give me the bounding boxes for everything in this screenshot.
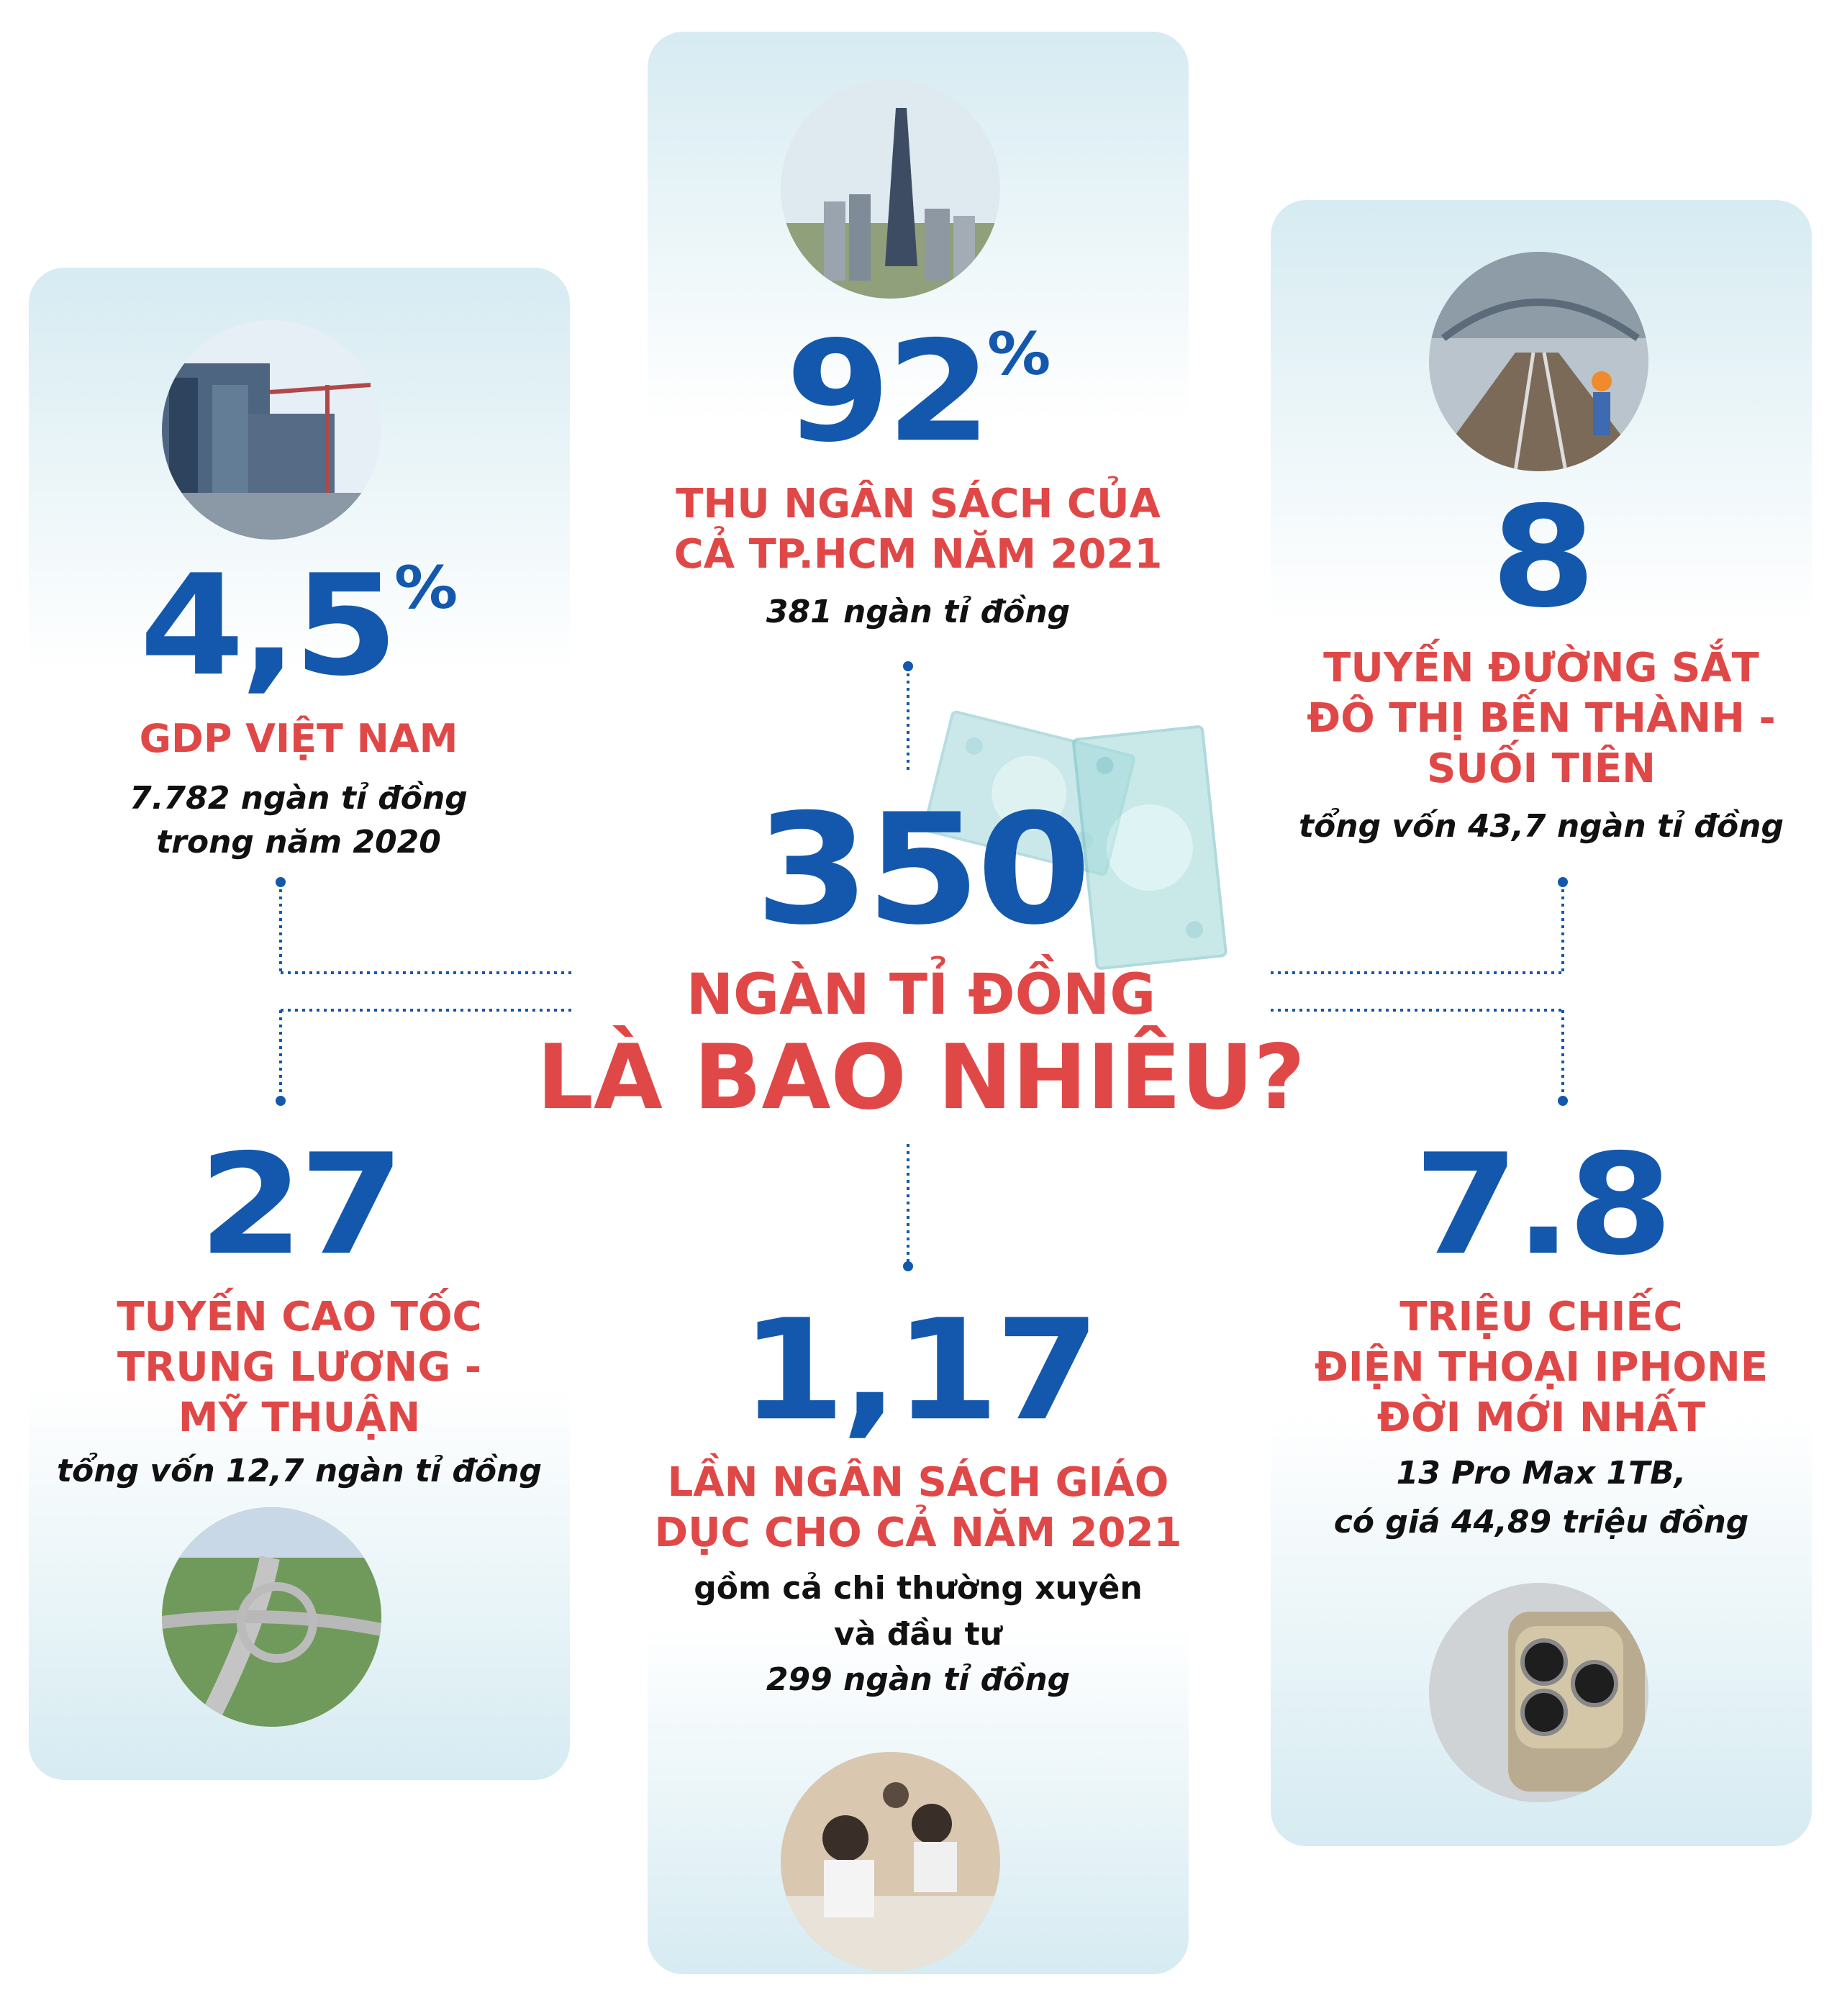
metro-title: TUYẾN ĐƯỜNG SẮT ĐÔ THỊ BẾN THÀNH - SUỐI TIÊN — [1307, 645, 1776, 792]
iphone-value: 7.8 — [1413, 1123, 1669, 1286]
budget-title: THU NGÂN SÁCH CỦA CẢ TP.HCM NĂM 2021 — [673, 481, 1163, 578]
expressway-block — [29, 1123, 570, 1494]
gdp-detail: 7.782 ngàn tỉ đồng trong năm 2020 — [130, 779, 468, 861]
expressway-detail: tổng vốn 12,7 ngàn tỉ đồng — [57, 1453, 542, 1489]
connector-dot — [903, 1261, 913, 1271]
iphone-title: TRIỆU CHIẾC ĐIỆN THOẠI IPHONE ĐỜI MỚI NHẤT — [1314, 1294, 1769, 1441]
connector-dot — [276, 1096, 286, 1106]
metro-photo — [1429, 252, 1648, 471]
gdp-block — [43, 544, 554, 865]
skyline-photo — [781, 79, 1000, 299]
gdp-value: 4,5% — [139, 544, 458, 707]
center-number: 350 — [754, 781, 1088, 959]
iphone-photo — [1429, 1583, 1648, 1802]
education-block — [648, 1289, 1189, 1702]
center-unit: NGÀN TỈ ĐỒNG — [686, 963, 1156, 1027]
connector-dot — [1558, 1096, 1568, 1106]
education-value: 1,17 — [740, 1289, 1097, 1452]
expressway-photo — [162, 1507, 381, 1727]
expressway-value: 27 — [198, 1123, 401, 1286]
classroom-photo — [781, 1752, 1000, 1971]
connector-dot — [903, 661, 913, 671]
port-photo — [162, 320, 381, 540]
iphone-block — [1271, 1123, 1812, 1547]
expressway-title: TUYẾN CAO TỐC TRUNG LƯƠNG - MỸ THUẬN — [117, 1294, 482, 1441]
education-title: LẦN NGÂN SÁCH GIÁO DỤC CHO CẢ NĂM 2021 — [654, 1459, 1182, 1556]
center-block — [504, 781, 1338, 1130]
budget-block — [648, 310, 1189, 635]
budget-value: 92% — [785, 310, 1051, 473]
education-detail: gồm cả chi thường xuyên và đầu tư 299 ngàn tỉ đồng — [694, 1570, 1143, 1698]
connector-dot — [1558, 877, 1568, 887]
gdp-title: GDP VIỆT NAM — [139, 716, 458, 761]
metro-detail: tổng vốn 43,7 ngàn tỉ đồng — [1299, 808, 1784, 845]
metro-block — [1271, 476, 1812, 849]
center-question: LÀ BAO NHIÊU? — [536, 1025, 1306, 1130]
iphone-detail: 13 Pro Max 1TB, có giá 44,89 triệu đồng — [1333, 1455, 1749, 1541]
budget-detail: 381 ngàn tỉ đồng — [766, 594, 1071, 630]
metro-value: 8 — [1490, 476, 1592, 639]
connector-dot — [276, 877, 286, 887]
